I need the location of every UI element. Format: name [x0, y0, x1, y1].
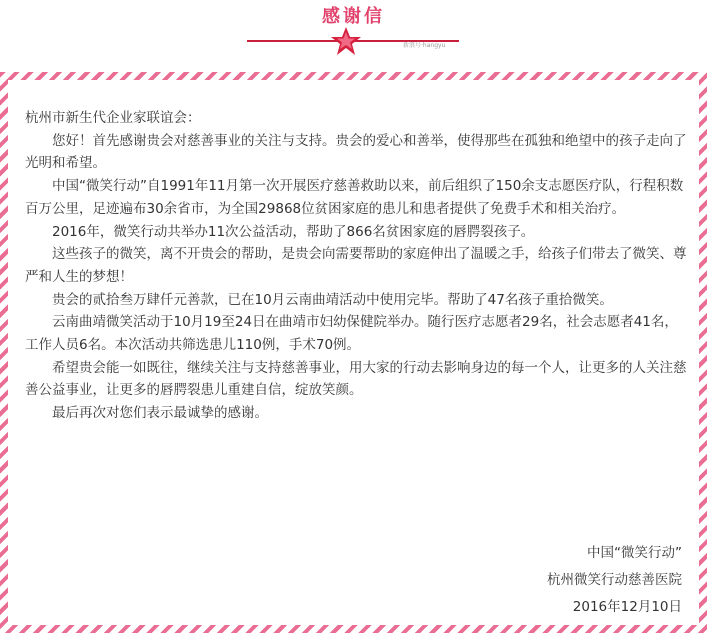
paragraph: 希望贵会能一如既往，继续关注与支持慈善事业，用大家的行动去影响身边的每一个人，让更多的人关注慈善公益事业，让更多的唇腭裂患儿重建自信，绽放笑颜。	[25, 359, 687, 399]
letter-header	[0, 0, 707, 66]
paragraph: 您好！首先感谢贵会对慈善事业的关注与支持。贵会的爱心和善举，使得那些在孤独和绝望中的孩子走向了光明和希望。	[25, 132, 687, 172]
striped-border-frame	[0, 72, 707, 633]
letter-body	[8, 80, 699, 625]
letter-text	[25, 107, 690, 425]
star-icon	[329, 26, 363, 56]
watermark-text: 新浪号·hangyu	[403, 42, 446, 49]
paragraph: 这些孩子的微笑，离不开贵会的帮助，是贵会向需要帮助的家庭伸出了温暖之手，给孩子们带去了微笑、尊严和人生的梦想！	[25, 246, 687, 285]
paragraph: 云南曲靖微笑活动于10月19至24日在曲靖市妇幼保健院举办。随行医疗志愿者29名，社会志愿者41名，工作人员6名。本次活动共筛选患儿110例，手术70例。	[25, 314, 678, 354]
signature-date: 2016年12月10日	[572, 599, 682, 615]
salutation: 杭州市新生代企业家联谊会：	[25, 110, 201, 126]
paragraph: 中国“微笑行动”自1991年11月第一次开展医疗慈善救助以来，前后组织了150余支志愿医疗队，行程积数百万公里，足迹遍布30余省市，为全国29868位贫困家庭的患儿和患者提供了免费手术和相关治疗。	[25, 178, 684, 217]
page-title: 感谢信	[322, 6, 385, 27]
signature-hospital: 杭州微笑行动慈善医院	[547, 572, 682, 588]
paragraph: 最后再次对您们表示最诚挚的感谢。	[52, 405, 268, 422]
paragraph: 贵会的贰拾叁万肆仟元善款，已在10月云南曲靖活动中使用完毕。帮助了47名孩子重拾微笑。	[52, 291, 613, 308]
paragraph: 2016年，微笑行动共举办11次公益活动，帮助了866名贫困家庭的唇腭裂孩子。	[52, 223, 535, 240]
signature-org: 中国“微笑行动”	[587, 545, 682, 561]
signature-block	[547, 540, 682, 621]
